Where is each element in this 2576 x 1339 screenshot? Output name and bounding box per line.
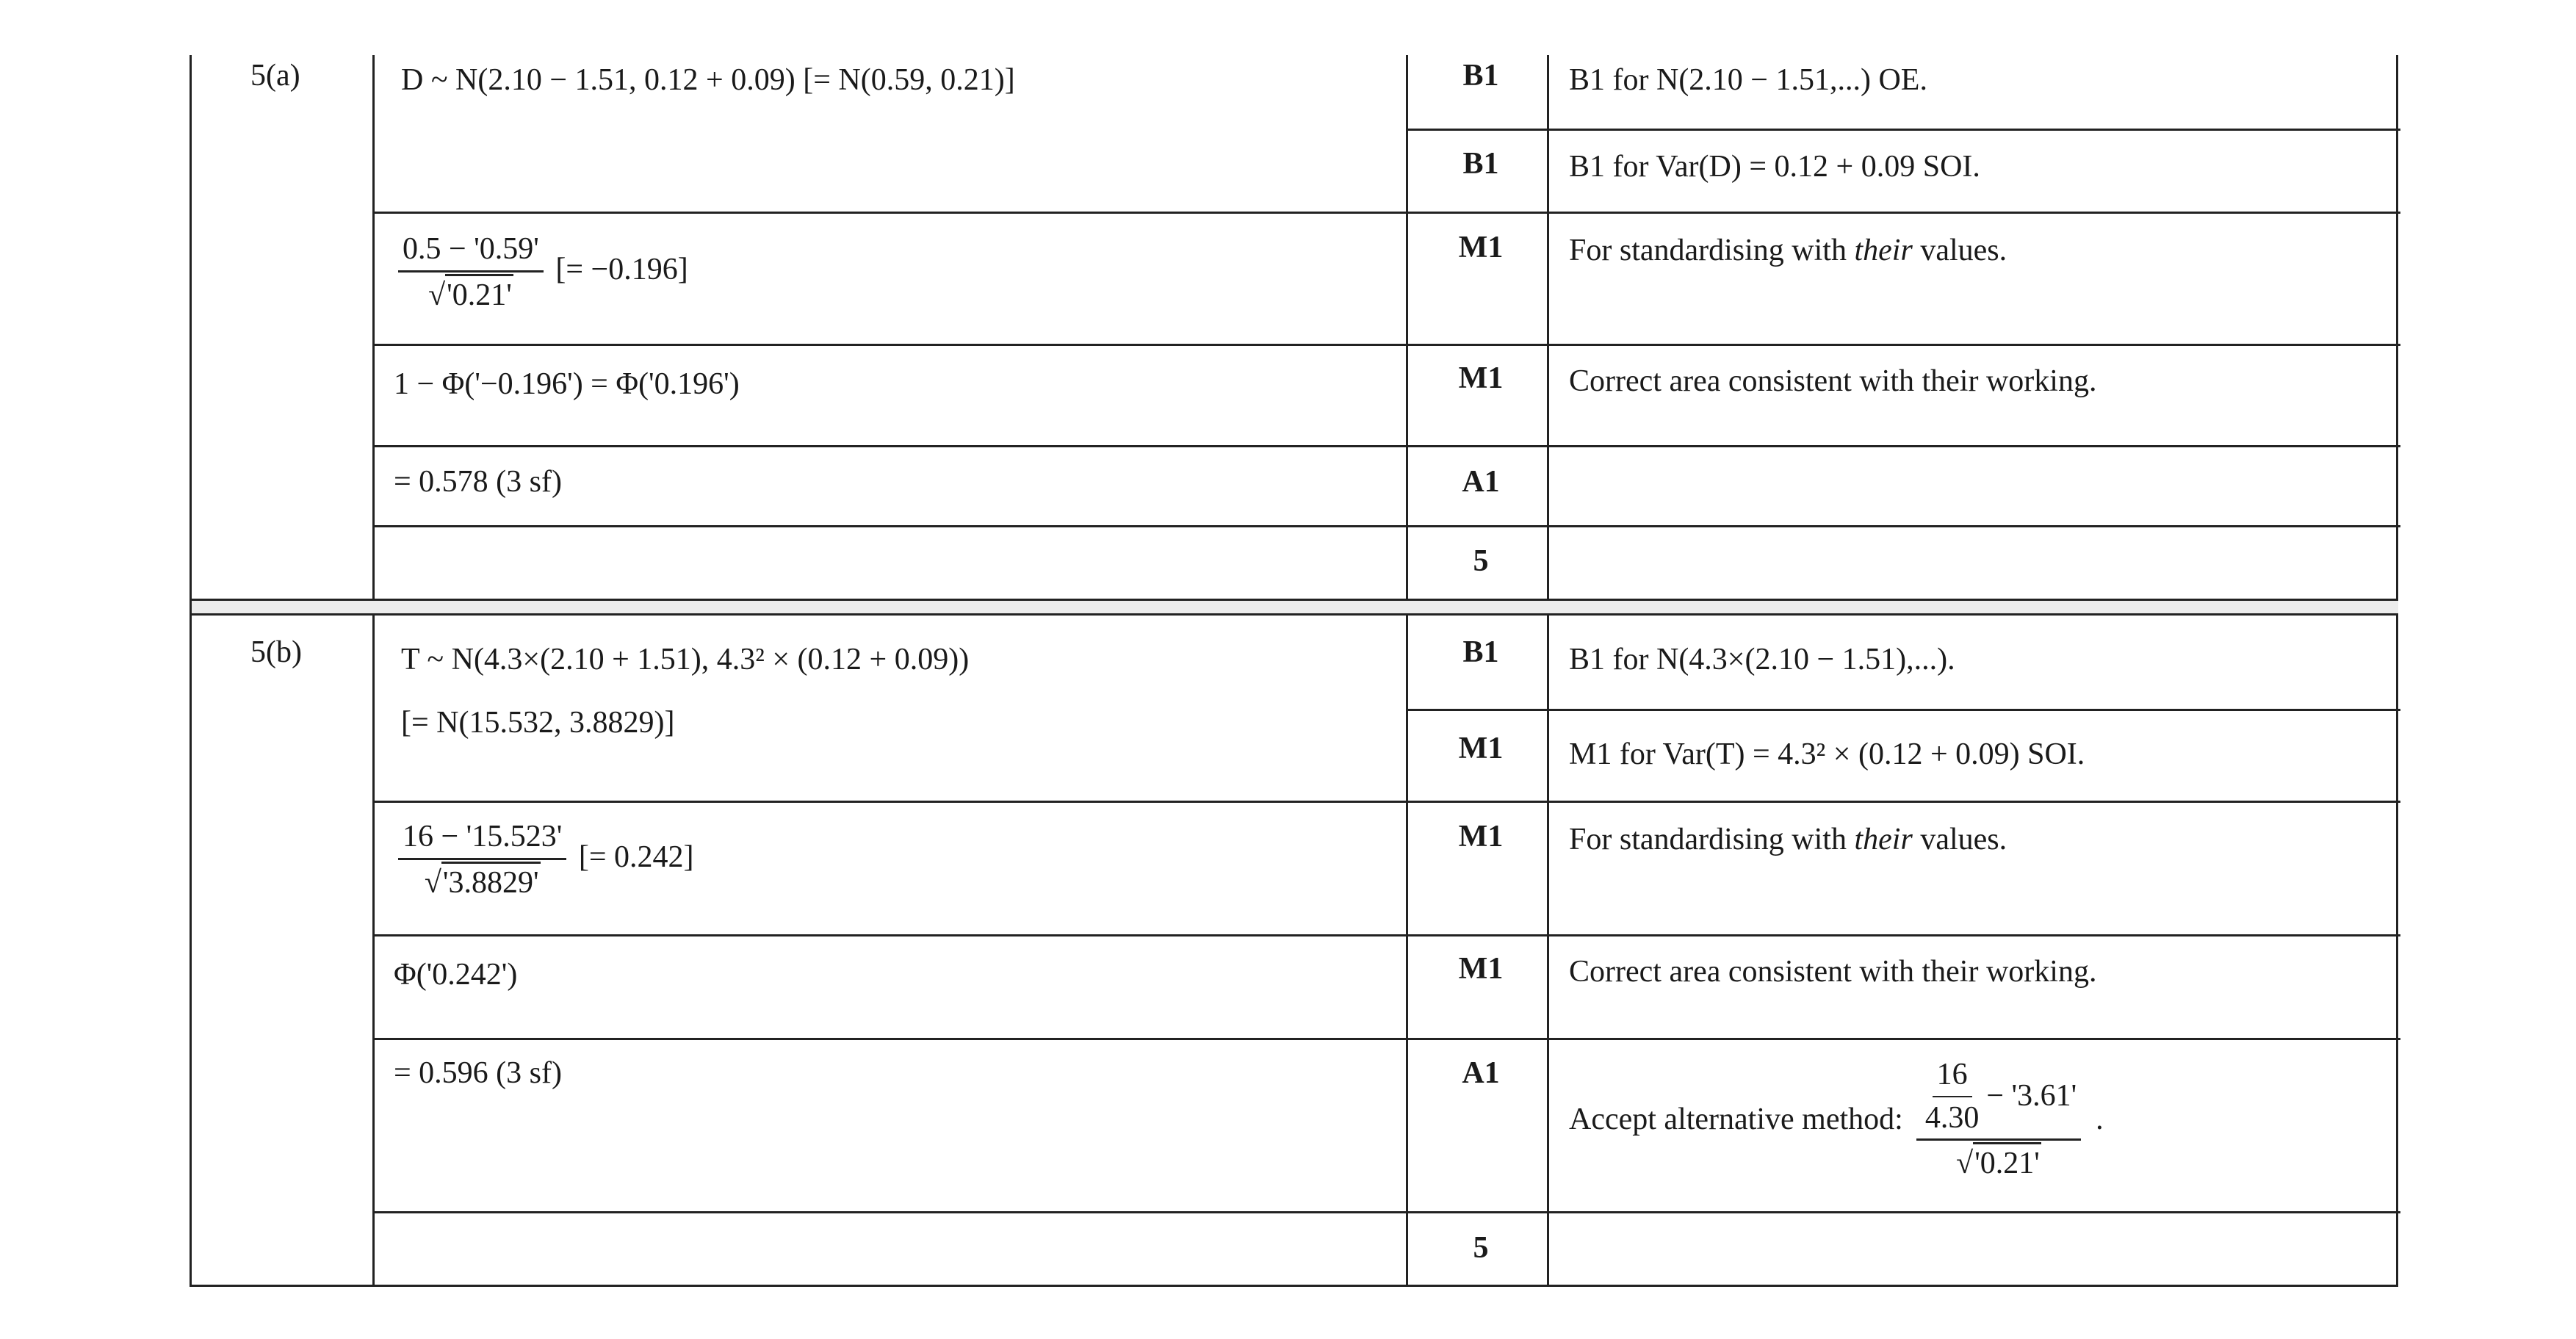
row-divider <box>372 212 2400 214</box>
alternative-method-fraction: $\frac{16}{4.30}$ − '3.61' √'0.21' <box>1916 1055 2081 1183</box>
mark-b-3: M1 <box>1458 820 1504 853</box>
answer-b-1-result: [= N(15.532, 3.8829)] <box>401 706 675 740</box>
standardise-fraction: $\frac{16 - '15.523'}{√'3.8829'}$ <box>398 818 566 902</box>
row-divider <box>372 445 2400 447</box>
row-divider <box>372 934 2400 936</box>
mark-a-3: M1 <box>1458 231 1504 264</box>
mark-b-2: M1 <box>1458 732 1504 765</box>
row-divider <box>372 1038 2400 1040</box>
row-divider <box>1406 709 2400 711</box>
question-label-5a: 5(a) <box>250 59 300 93</box>
answer-b-5: = 0.596 (3 sf) <box>394 1056 562 1090</box>
guidance-a-4: Correct area consistent with their working. <box>1569 364 2097 398</box>
mark-a-2: B1 <box>1462 147 1499 181</box>
row-divider <box>372 525 2400 527</box>
guidance-a-1: B1 for N(2.10 − 1.51,...) OE. <box>1569 63 1927 97</box>
row-divider <box>372 344 2400 346</box>
mark-b-4: M1 <box>1458 952 1504 986</box>
answer-a-4: 1 − Φ('−0.196') = Φ('0.196') <box>394 367 740 401</box>
mark-scheme-table <box>190 55 2398 1287</box>
mark-b-5: A1 <box>1462 1056 1500 1090</box>
row-divider <box>372 801 2400 803</box>
mark-a-4: M1 <box>1458 361 1504 395</box>
row-divider <box>372 1211 2400 1213</box>
answer-b-3: $\frac{16 - '15.523'}{√'3.8829'}$ [= 0.242] <box>394 818 694 902</box>
guidance-b-4: Correct area consistent with their working. <box>1569 955 2097 989</box>
guidance-b-1: B1 for N(4.3×(2.10 − 1.51),...). <box>1569 643 1955 676</box>
guidance-b-2: M1 for Var(T) = 4.3² × (0.12 + 0.09) SOI. <box>1569 737 2085 771</box>
part-separator-fill <box>192 601 2398 613</box>
guidance-b-5: Accept alternative method: $\frac{16}{4.30}$ − '3.61' √'0.21' . <box>1569 1055 2104 1183</box>
part-separator <box>192 613 2398 616</box>
guidance-a-2: B1 for Var(D) = 0.12 + 0.09 SOI. <box>1569 150 1980 184</box>
answer-b-1: T ~ N(4.3×(2.10 + 1.51), 4.3² × (0.12 + 0.09)) <box>401 643 970 676</box>
total-mark-b: 5 <box>1473 1231 1489 1265</box>
answer-a-5: = 0.578 (3 sf) <box>394 465 562 499</box>
column-divider <box>1406 55 1408 1285</box>
mark-a-5: A1 <box>1462 465 1500 499</box>
standardise-fraction: $\frac{0.5 - '0.59'}{√'0.21'}$ <box>398 230 544 314</box>
mark-b-1: B1 <box>1462 635 1499 669</box>
column-divider <box>1547 55 1549 1285</box>
question-label-5b: 5(b) <box>250 635 302 669</box>
guidance-a-3: For standardising with their values. <box>1569 234 2007 267</box>
answer-a-3: $\frac{0.5 - '0.59'}{√'0.21'}$ [= −0.196] <box>394 230 688 314</box>
row-divider <box>1406 129 2400 131</box>
column-divider <box>372 55 375 1285</box>
total-mark-a: 5 <box>1473 544 1489 578</box>
answer-b-4: Φ('0.242') <box>394 958 518 992</box>
answer-a-1: D ~ N(2.10 − 1.51, 0.12 + 0.09) [= N(0.59, 0.21)] <box>401 63 1015 97</box>
mark-a-1: B1 <box>1462 59 1499 93</box>
guidance-b-3: For standardising with their values. <box>1569 823 2007 856</box>
